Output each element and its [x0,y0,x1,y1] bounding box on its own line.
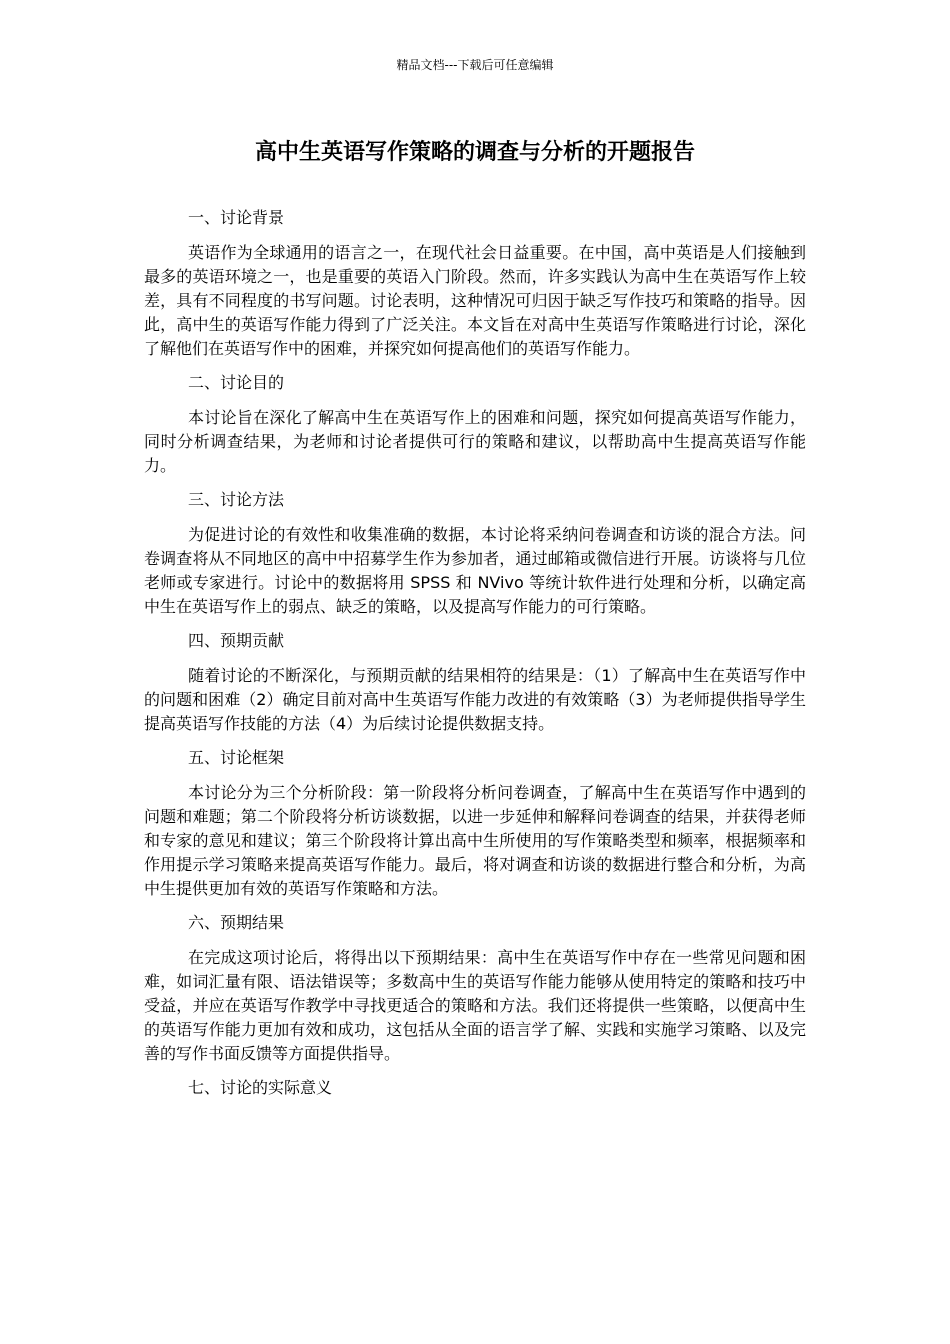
document-body [144,206,806,1111]
section-heading: 七、讨论的实际意义 [188,1078,333,1097]
section-paragraph: 英语作为全球通用的语言之一，在现代社会日益重要。在中国，高中英语是人们接触到最多的英语环境之一，也是重要的英语入门阶段。然而，许多实践认为高中生在英语写作上较差，具有不同程度的书写问题。讨论表明，这种情况可归因于缺乏写作技巧和策略的指导。因此，高中生的英语写作能力得到了广泛关注。本文旨在对高中生英语写作策略进行讨论，深化了解他们在英语写作中的困难，并探究如何提高他们的英语写作能力。 [144,243,806,358]
section-method [144,488,806,619]
section-paragraph: 随着讨论的不断深化，与预期贡献的结果相符的结果是：（1）了解高中生在英语写作中的问题和困难（2）确定目前对高中生英语写作能力改进的有效策略（3）为老师提供指导学生提高英语写作技能的方法（4）为后续讨论提供数据支持。 [144,666,806,733]
section-framework [144,746,806,901]
section-paragraph: 本讨论旨在深化了解高中生在英语写作上的困难和问题，探究如何提高英语写作能力，同时分析调查结果，为老师和讨论者提供可行的策略和建议，以帮助高中生提高英语写作能力。 [144,408,806,475]
section-practical-significance [144,1076,806,1100]
section-expected-contribution [144,629,806,736]
section-heading: 五、讨论框架 [188,748,285,767]
section-paragraph: 为促进讨论的有效性和收集准确的数据，本讨论将采纳问卷调查和访谈的混合方法。问卷调查将从不同地区的高中中招募学生作为参加者，通过邮箱或微信进行开展。访谈将与几位老师或专家进行。讨论中的数据将用 SPSS 和 NVivo 等统计软件进行处理和分析，以确定高中生在英语写作上的弱点、缺乏的策略，以及提高写作能力的可行策略。 [144,525,806,616]
section-heading: 六、预期结果 [188,913,285,932]
section-heading: 四、预期贡献 [188,631,285,650]
section-paragraph: 在完成这项讨论后，将得出以下预期结果：高中生在英语写作中存在一些常见问题和困难，如词汇量有限、语法错误等；多数高中生的英语写作能力能够从使用特定的策略和技巧中受益，并应在英语写作教学中寻找更适合的策略和方法。我们还将提供一些策略，以便高中生的英语写作能力更加有效和成功，这包括从全面的语言学了解、实践和实施学习策略、以及完善的写作书面反馈等方面提供指导。 [144,948,806,1063]
section-heading: 二、讨论目的 [188,373,285,392]
section-expected-results [144,911,806,1066]
section-heading: 三、讨论方法 [188,490,285,509]
section-background [144,206,806,361]
section-purpose [144,371,806,478]
header-note: 精品文档---下载后可任意编辑 [396,58,554,72]
document-title: 高中生英语写作策略的调查与分析的开题报告 [254,140,695,165]
section-heading: 一、讨论背景 [188,208,285,227]
section-paragraph: 本讨论分为三个分析阶段：第一阶段将分析问卷调查，了解高中生在英语写作中遇到的问题和难题；第二个阶段将分析访谈数据，以进一步延伸和解释问卷调查的结果，并获得老师和专家的意见和建议；第三个阶段将计算出高中生所使用的写作策略类型和频率，根据频率和作用提示学习策略来提高英语写作能力。最后，将对调查和访谈的数据进行整合和分析，为高中生提供更加有效的英语写作策略和方法。 [144,783,806,898]
